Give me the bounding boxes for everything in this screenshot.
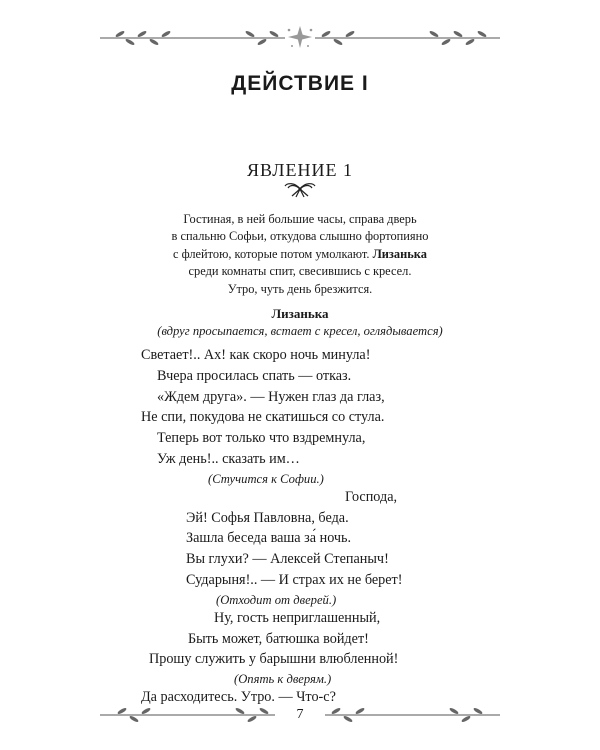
verse-line: Быть может, батюшка войдет! — [188, 631, 369, 647]
act-title: ДЕЙСТВИЕ I — [231, 72, 369, 95]
character-name: Лизанька — [372, 246, 427, 261]
verse-line: Вы глухи? — Алексей Степаныч! — [186, 551, 389, 567]
verse-line: Светает!.. Ах! как скоро ночь минула! — [141, 347, 371, 363]
stage-line: Гостиная, в ней большие часы, справа дверь — [183, 212, 417, 226]
verse-line: Эй! Софья Павловна, беда. — [186, 510, 349, 526]
stage-remark: (Отходит от дверей.) — [216, 593, 337, 607]
verse-line: Зашла беседа ваша за́ ночь. — [186, 530, 352, 546]
stage-line-text: с флейтою, которые потом умолкают. — [173, 246, 370, 261]
stage-line: среди комнаты спит, свесившись с кресел. — [188, 264, 412, 279]
speaker-name: Лизанька — [271, 306, 329, 321]
stage-line: Утро, чуть день брезжится. — [227, 281, 373, 296]
verse-line: Теперь вот только что вздремнула, — [157, 430, 366, 446]
page-number: 7 — [296, 707, 304, 722]
verse-line: Не спи, покудова не скатишься со стула. — [141, 409, 385, 425]
speaker-remark: (вдруг просыпается, встает с кресел, оглядывается) — [157, 324, 443, 338]
bow-ornament-icon — [283, 180, 317, 198]
scene-title: ЯВЛЕНИЕ 1 — [246, 160, 354, 180]
verse-line: Господа, — [345, 489, 398, 505]
verse-line: Прошу служить у барышни влюбленной! — [149, 651, 399, 667]
stage-remark: (Стучится к Софии.) — [208, 472, 324, 486]
stage-line — [140, 246, 460, 263]
verse-line: Вчера просилась спать — отказ. — [157, 368, 352, 384]
stage-direction — [140, 211, 460, 298]
verse-line: «Ждем друга». — Нужен глаз да глаз, — [157, 389, 385, 405]
verse-line: Да расходитесь. Утро. — Что-с? — [141, 689, 336, 705]
stage-line: в спальню Софьи, откудова слышно фортопияно — [171, 229, 429, 244]
verse-line: Уж день!.. сказать им… — [157, 451, 300, 467]
verse-line: Ну, гость неприглашенный, — [214, 610, 381, 626]
vine-ornament-top-icon — [100, 22, 500, 52]
stage-remark: (Опять к дверям.) — [234, 672, 332, 686]
verse-line: Сударыня!.. — И страх их не берет! — [186, 572, 403, 588]
